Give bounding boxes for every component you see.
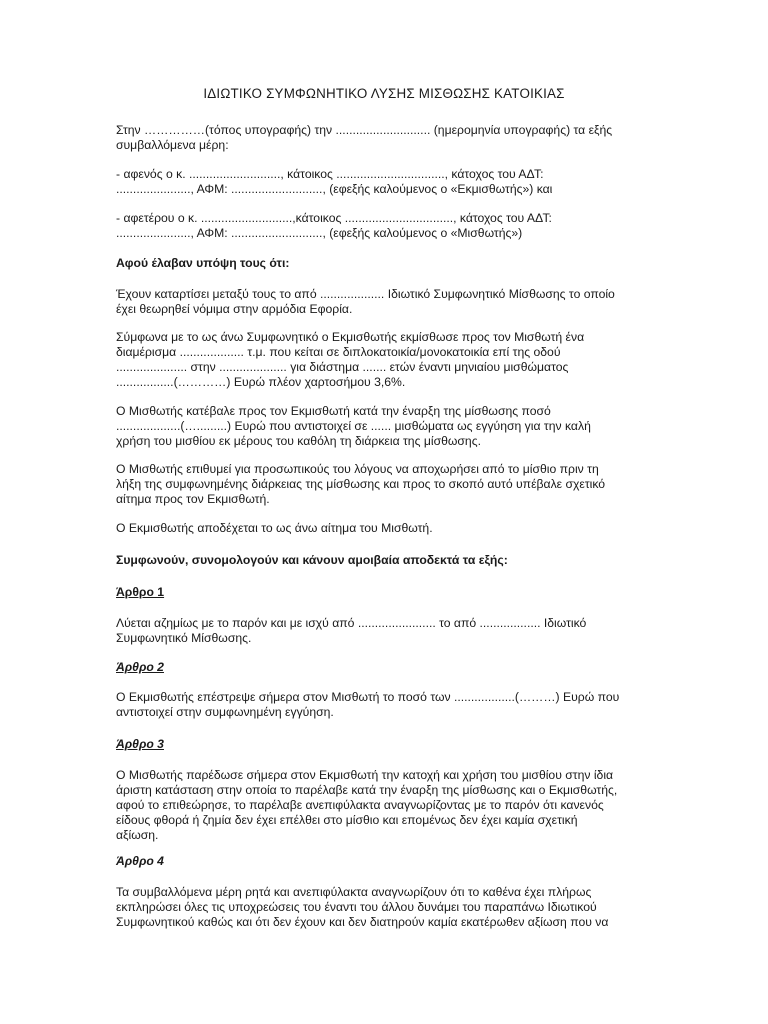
party2-paragraph: [116, 211, 656, 241]
recital-line: χρήση του μισθίου εκ μέρους του καθόλη τη διάρκεια της μίσθωσης.: [116, 434, 481, 448]
article-line: είδους φθορά ή ζημία δεν έχει επέλθει στο μίσθιο και επομένως δεν έχει καμία σχετική: [116, 813, 578, 827]
intro-line: συμβαλλόμενα μέρη:: [116, 138, 229, 152]
article-2-heading: Άρθρο 2: [116, 660, 164, 674]
section-heading-agree: Συμφωνούν, συνομολογούν και κάνουν αμοιβαία αποδεκτά τα εξής:: [116, 553, 508, 567]
article-line: Συμφωνητικό Μίσθωσης.: [116, 631, 252, 645]
recital-line: Ο Μισθωτής επιθυμεί για προσωπικούς του λόγους να αποχωρήσει από το μίσθιο πριν τη: [116, 462, 599, 476]
recital-line: λήξη της συμφωνημένης διάρκειας της μίσθωσης και προς το σκοπό αυτό υπέβαλε σχετικό: [116, 477, 606, 491]
recital-line: .................(…………) Ευρώ πλέον χαρτοσήμου 3,6%.: [116, 375, 406, 389]
recital-line: Έχουν καταρτίσει μεταξύ τους το από ................... Ιδιωτικό Συμφωνητικό Μίσθωσης το οποίο: [116, 287, 615, 301]
recital-line: αίτημα προς τον Εκμισθωτή.: [116, 492, 270, 506]
recital-line: διαμέρισμα ................... τ.μ. που κείται σε διπλοκατοικία/μονοκατοικία επί της οδού: [116, 345, 561, 359]
party1-paragraph: [116, 167, 656, 197]
article-line: Ο Μισθωτής παρέδωσε σήμερα στον Εκμισθωτή την κατοχή και χρήση του μισθίου στην ίδια: [116, 768, 614, 782]
recital-line: Σύμφωνα με το ως άνω Συμφωνητικό ο Εκμισθωτής εκμίσθωσε προς τον Μισθωτή ένα: [116, 330, 585, 344]
recital-paragraph-2: [116, 330, 656, 390]
article-1-text: [116, 616, 656, 646]
article-4-heading: Άρθρο 4: [116, 854, 164, 868]
recital-line: Ο Μισθωτής κατέβαλε προς τον Εκμισθωτή κατά την έναρξη της μίσθωσης ποσό: [116, 404, 551, 418]
party2-line: - αφετέρου ο κ. ...........................,κάτοικος ................................, κάτοχος του ΑΔΤ:: [116, 211, 552, 225]
party1-line: - αφενός ο κ. ..........................., κάτοικος ................................, κάτοχος του ΑΔΤ:: [116, 167, 544, 181]
article-line: Τα συμβαλλόμενα μέρη ρητά και ανεπιφύλακτα αναγνωρίζουν ότι το καθένα έχει πλήρως: [116, 885, 592, 899]
article-line: αφού το επιθεώρησε, το παρέλαβε ανεπιφύλακτα αναγνωρίζοντας με το παρόν ότι κανενός: [116, 798, 604, 812]
article-line: Συμφωνητικού καθώς και ότι δεν έχουν και δεν διατηρούν καμία εκατέρωθεν αξίωση που να: [116, 915, 609, 929]
party1-line: ......................, ΑΦΜ: ..........................., (εφεξής καλούμενος ο «Εκμισθωτής») και: [116, 182, 553, 196]
article-2-text: [116, 690, 656, 720]
recital-line: ..................... στην .................... για διάστημα ....... ετών έναντι μηνιαίου μισθώματος: [116, 360, 569, 374]
article-line: Ο Εκμισθωτής επέστρεψε σήμερα στον Μισθωτή το ποσό των ..................(………) Ευρώ που: [116, 690, 620, 704]
recital-paragraph-5: Ο Εκμισθωτής αποδέχεται το ως άνω αίτημα του Μισθωτή.: [116, 521, 433, 535]
article-3-heading: Άρθρο 3: [116, 737, 164, 751]
recital-line: έχει θεωρηθεί νόμιμα στην αρμόδια Εφορία.: [116, 302, 353, 316]
article-line: άριστη κατάσταση στην οποία το παρέλαβε κατά την έναρξη της μίσθωσης και ο Εκμισθωτής,: [116, 783, 618, 797]
recital-line: ...................(….........) Ευρώ που αντιστοιχεί σε ...... μισθώματα ως εγγύηση για την καλή: [116, 419, 591, 433]
intro-line: Στην ……………(τόπος υπογραφής) την ............................ (ημερομηνία υπογραφής) τα εξής: [116, 123, 613, 137]
section-heading-considering: Αφού έλαβαν υπόψη τους ότι:: [116, 256, 290, 270]
article-line: εκπληρώσει όλες τις υποχρεώσεις του έναντι του άλλου δυνάμει του παραπάνω Ιδιωτικού: [116, 900, 597, 914]
recital-paragraph-1: [116, 287, 656, 317]
recital-paragraph-4: [116, 462, 656, 507]
intro-paragraph: [116, 123, 656, 153]
article-line: Λύεται αζημίως με το παρόν και με ισχύ από ....................... το από .................. Ιδιωτικό: [116, 616, 587, 630]
party2-line: ......................, ΑΦΜ: ..........................., (εφεξής καλούμενος ο «Μισθωτής»): [116, 226, 523, 240]
article-4-text: [116, 885, 656, 930]
article-1-heading: Άρθρο 1: [116, 585, 165, 599]
article-line: αντιστοιχεί στην συμφωνημένη εγγύηση.: [116, 705, 334, 719]
article-3-text: [116, 768, 656, 843]
article-line: αξίωση.: [116, 828, 159, 842]
recital-paragraph-3: [116, 404, 656, 449]
document-title: ΙΔΙΩΤΙΚΟ ΣΥΜΦΩΝΗΤΙΚΟ ΛΥΣΗΣ ΜΙΣΘΩΣΗΣ ΚΑΤΟΙΚΙΑΣ: [203, 86, 565, 101]
